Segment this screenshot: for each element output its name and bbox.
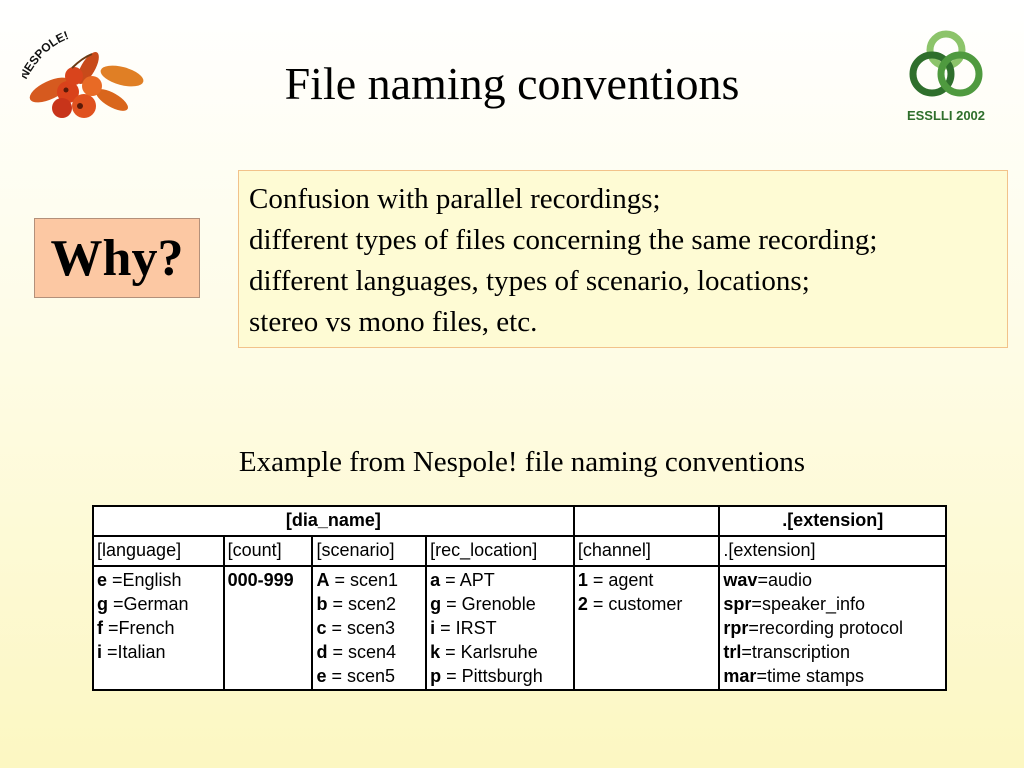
column-header: [count] [224, 536, 313, 566]
group-header-row [93, 506, 946, 536]
reason-line: Confusion with parallel recordings; [249, 183, 661, 215]
naming-table [92, 505, 947, 691]
rec-location-entry: a = APT [430, 570, 495, 590]
channel-group-header [574, 506, 720, 536]
extension-entry: trl=transcription [723, 642, 850, 662]
language-entry: f =French [97, 618, 175, 638]
scenario-entry: c = scen3 [316, 618, 396, 638]
channel-entry: 1 = agent [577, 570, 654, 590]
scenario-entry: A = scen1 [316, 570, 398, 590]
rec-location-entry: g = Grenoble [430, 594, 536, 614]
extension-cell [719, 566, 946, 690]
extension-entry: spr=speaker_info [723, 594, 866, 614]
scenario-cell [312, 566, 426, 690]
rec-location-entry: i = IRST [430, 618, 497, 638]
scenario-entry: b = scen2 [316, 594, 396, 614]
reason-line: different languages, types of scenario, locations; [249, 265, 810, 297]
channel-cell [574, 566, 720, 690]
language-cell [93, 566, 224, 690]
reason-line: stereo vs mono files, etc. [249, 306, 538, 338]
column-header: [scenario] [312, 536, 426, 566]
column-header: [channel] [574, 536, 720, 566]
language-entry: e =English [97, 570, 182, 590]
values-row [93, 566, 946, 690]
why-box: Why? [34, 218, 200, 298]
extension-entry: wav=audio [723, 570, 812, 590]
rec-location-cell [426, 566, 574, 690]
scenario-entry: e = scen5 [316, 666, 396, 686]
column-header: [rec_location] [426, 536, 574, 566]
table-caption: Example from Nespole! file naming conventions [238, 446, 806, 478]
rec-location-entry: p = Pittsburgh [430, 666, 543, 686]
slide-title: File naming conventions [284, 58, 740, 109]
language-entry: i =Italian [97, 642, 166, 662]
language-entry: g =German [97, 594, 189, 614]
extension-group-header: .[extension] [719, 506, 946, 536]
esslli-logo-text: ESSLLI 2002 [906, 108, 986, 123]
column-header: .[extension] [719, 536, 946, 566]
dia-name-header: [dia_name] [93, 506, 574, 536]
count-cell [224, 566, 313, 690]
reasons-box [238, 170, 1008, 348]
nespole-logo-text: ESPOLE! [22, 28, 71, 75]
extension-entry: mar=time stamps [723, 666, 864, 686]
extension-entry: rpr=recording protocol [723, 618, 904, 638]
count-range: 000-999 [227, 570, 294, 590]
rec-location-entry: k = Karlsruhe [430, 642, 538, 662]
column-header: [language] [93, 536, 224, 566]
column-header-row [93, 536, 946, 566]
reason-line: different types of files concerning the same recording; [249, 224, 878, 256]
scenario-entry: d = scen4 [316, 642, 396, 662]
channel-entry: 2 = customer [577, 594, 683, 614]
